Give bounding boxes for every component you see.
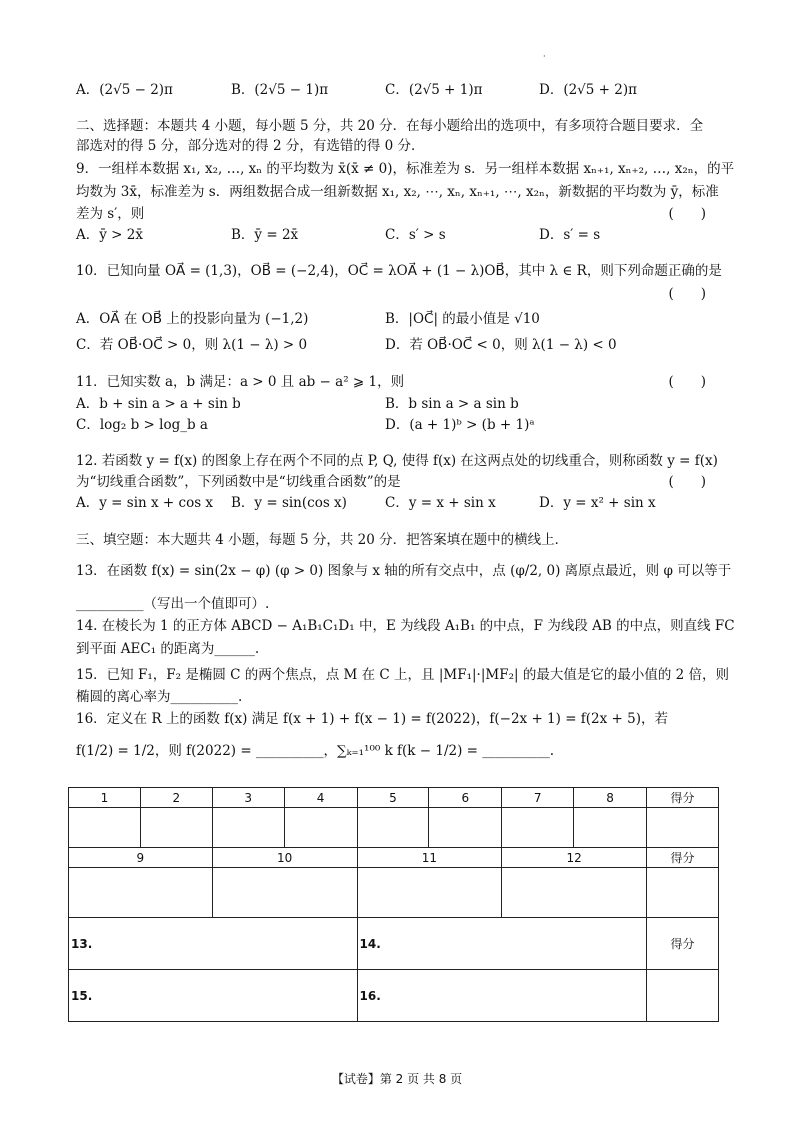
- q11-answer-paren: ( ): [668, 374, 706, 390]
- header-cell: 9: [69, 848, 213, 868]
- answer-sheet-table: [68, 787, 719, 1022]
- answer-cell-4[interactable]: [284, 808, 357, 848]
- q13-stem-line1: 13．在函数 f(x) = sin(2x − φ) (φ > 0) 图象与 x 轴的所有交点中，点 (φ/2, 0) 离原点最近，则 φ 可以等于: [76, 563, 732, 579]
- q9-option-a: A．ȳ > 2x̄: [76, 227, 143, 243]
- q11-option-d: D．(a + 1)ᵇ > (b + 1)ᵃ: [385, 417, 535, 433]
- score-cell-1[interactable]: [647, 808, 719, 848]
- q9-option-c: C．s′ > s: [385, 227, 446, 243]
- q8-option-c: C．(2√5 + 1)π: [385, 82, 483, 98]
- q10-option-c: C．若 OB⃗·OC⃗ > 0，则 λ(1 − λ) > 0: [76, 337, 308, 353]
- q14-stem-line2: 到平面 AEC₁ 的距离为______.: [76, 641, 260, 657]
- q12-option-b: B．y = sin(cos x): [231, 495, 347, 511]
- q8-option-a: A．(2√5 − 2)π: [76, 82, 173, 98]
- score-label: 得分: [647, 788, 719, 808]
- q16-stem-line2: f(1/2) = 1/2，则 f(2022) = __________，∑ₖ₌₁¹⁰⁰ k f(k − 1/2) = __________.: [76, 743, 555, 759]
- section3-heading: 三、填空题：本大题共 4 小题，每题 5 分，共 20 分．把答案填在题中的横线上．: [76, 532, 569, 548]
- fill-label-15[interactable]: 15.: [69, 970, 358, 1022]
- section2-heading-line2: 部选对的得 5 分，部分选对的得 2 分，有选错的得 0 分．: [76, 138, 425, 154]
- q8-option-b: B．(2√5 − 1)π: [231, 82, 329, 98]
- q10-option-a: A．OA⃗ 在 OB⃗ 上的投影向量为 (−1,2): [76, 311, 309, 327]
- header-cell: 12: [502, 848, 647, 868]
- q15-stem-line2: 椭圆的离心率为__________.: [76, 689, 243, 705]
- score-label: 得分: [647, 918, 719, 970]
- section2-heading-line1: 二、选择题：本题共 4 小题，每小题 5 分，共 20 分．在每小题给出的选项中，有多项符合题目要求．全: [76, 118, 704, 134]
- q14-stem-line1: 14. 在棱长为 1 的正方体 ABCD − A₁B₁C₁D₁ 中，E 为线段 A₁B₁ 的中点，F 为线段 AB 的中点，则直线 FC: [76, 618, 735, 634]
- fill-label-14[interactable]: 14.: [357, 918, 647, 970]
- header-cell: 8: [574, 788, 647, 808]
- q12-option-c: C．y = x + sin x: [385, 495, 496, 511]
- answer-cell-6[interactable]: [429, 808, 502, 848]
- q16-stem-line1: 16．定义在 R 上的函数 f(x) 满足 f(x + 1) + f(x − 1) = f(2022)，f(−2x + 1) = f(2x + 5)，若: [76, 711, 669, 727]
- q10-answer-paren: ( ): [668, 286, 706, 302]
- q11-option-b: B．b sin a > a sin b: [385, 396, 519, 412]
- q11-option-a: A．b + sin a > a + sin b: [76, 396, 241, 412]
- answer-cell-2[interactable]: [140, 808, 212, 848]
- q9-answer-paren: ( ): [668, 206, 706, 222]
- q10-stem: 10．已知向量 OA⃗ = (1,3)，OB⃗ = (−2,4)，OC⃗ = λOA⃗ + (1 − λ)OB⃗，其中 λ ∈ R，则下列命题正确的是: [76, 263, 722, 279]
- answer-cell-3[interactable]: [212, 808, 284, 848]
- header-cell: 1: [69, 788, 141, 808]
- fill-label-16[interactable]: 16.: [357, 970, 647, 1022]
- answer-cell-1[interactable]: [69, 808, 141, 848]
- q9-option-b: B．ȳ = 2x̄: [231, 227, 299, 243]
- answer-cell-9[interactable]: [69, 868, 213, 918]
- answer-cell-7[interactable]: [502, 808, 574, 848]
- q11-option-c: C．log₂ b > log_b a: [76, 417, 208, 433]
- top-dot: ·: [543, 52, 546, 61]
- q8-option-d: D．(2√5 + 2)π: [539, 82, 637, 98]
- q11-stem: 11．已知实数 a，b 满足：a > 0 且 ab − a² ⩾ 1，则: [76, 374, 405, 390]
- q10-option-b: B．|OC⃗| 的最小值是 √10: [385, 311, 540, 327]
- score-label: 得分: [647, 848, 719, 868]
- q9-stem-line3: 差为 s′，则: [76, 206, 145, 222]
- header-cell: 2: [140, 788, 212, 808]
- q10-option-d: D．若 OB⃗·OC⃗ < 0，则 λ(1 − λ) < 0: [385, 337, 617, 353]
- header-cell: 11: [357, 848, 502, 868]
- header-cell: 7: [502, 788, 574, 808]
- answer-cell-5[interactable]: [357, 808, 429, 848]
- answer-cell-8[interactable]: [574, 808, 647, 848]
- q12-option-d: D．y = x² + sin x: [539, 495, 656, 511]
- header-cell: 5: [357, 788, 429, 808]
- score-cell-2[interactable]: [647, 868, 719, 918]
- score-cell-3[interactable]: [647, 970, 719, 1022]
- header-cell: 6: [429, 788, 502, 808]
- q12-stem-line2: 为“切线重合函数”，下列函数中是“切线重合函数”的是: [76, 474, 401, 490]
- header-cell: 4: [284, 788, 357, 808]
- q15-stem-line1: 15．已知 F₁，F₂ 是椭圆 C 的两个焦点，点 M 在 C 上，且 |MF₁|·|MF₂| 的最大值是它的最小值的 2 倍，则: [76, 667, 729, 683]
- q13-stem-line2: __________（写出一个值即可）.: [76, 596, 270, 612]
- fill-label-13[interactable]: 13.: [69, 918, 358, 970]
- header-cell: 3: [212, 788, 284, 808]
- answer-cell-12[interactable]: [502, 868, 647, 918]
- answer-cell-11[interactable]: [357, 868, 502, 918]
- page-footer: 【试卷】第 2 页 共 8 页: [331, 1072, 463, 1086]
- q9-stem-line2: 均数为 3x̄，标准差为 s．两组数据合成一组新数据 x₁, x₂, ⋯, xₙ, xₙ₊₁, ⋯, x₂ₙ，新数据的平均数为 ȳ，标准: [76, 184, 719, 200]
- header-cell: 10: [212, 848, 357, 868]
- q12-option-a: A．y = sin x + cos x: [76, 495, 214, 511]
- q12-stem-line1: 12. 若函数 y = f(x) 的图象上存在两个不同的点 P, Q, 使得 f(x) 在这两点处的切线重合，则称函数 y = f(x): [76, 453, 718, 469]
- q9-stem-line1: 9．一组样本数据 x₁, x₂, …, xₙ 的平均数为 x̄(x̄ ≠ 0)，标准差为 s．另一组样本数据 xₙ₊₁, xₙ₊₂, …, x₂ₙ，的平: [76, 161, 735, 177]
- q12-answer-paren: ( ): [668, 474, 706, 490]
- q9-option-d: D．s′ = s: [539, 227, 601, 243]
- answer-cell-10[interactable]: [212, 868, 357, 918]
